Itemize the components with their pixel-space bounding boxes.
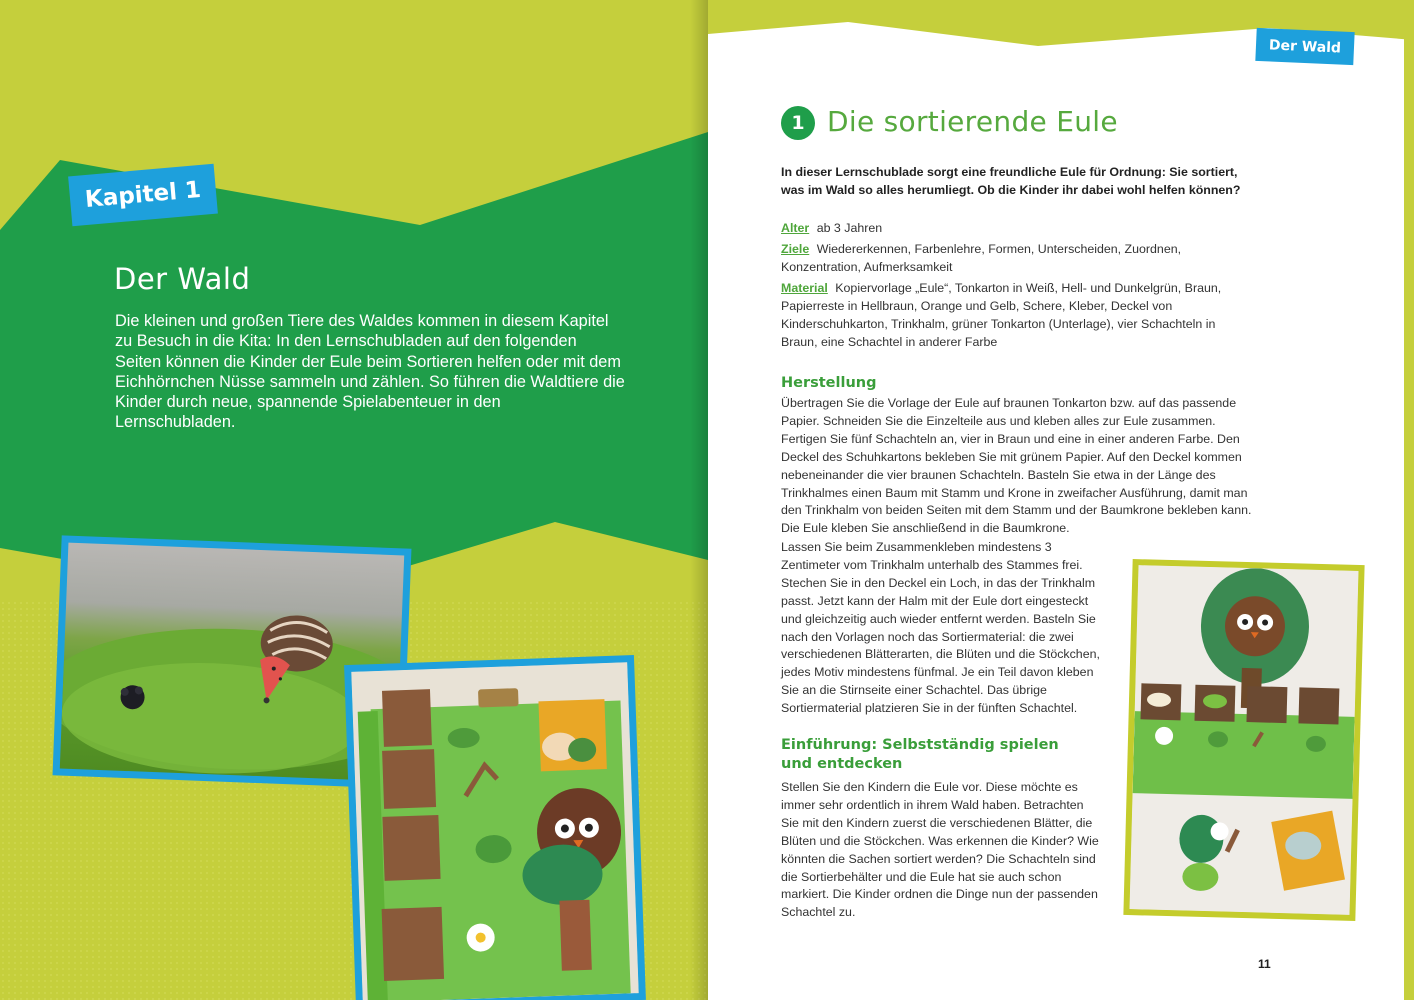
herstellung-text-wide: Übertragen Sie die Vorlage der Eule auf braunen Tonkarton bzw. auf das passende Papier. Schneiden Sie die Einzelteile aus und kleben alles zur Eule zusammen. Fertigen Sie fünf Schachteln an, vier in Braun und eine in einer anderen Farbe. Den Deckel des Schuhkartons bekleben Sie mit grünem Papier. Auf den Deckel kommen nebeneinander die vier braunen Schachteln. Basteln Sie etwa in der Länge des Trinkhalmes einen Baum mit Stamm und Krone in zweifacher Ausführung, damit man den Trinkhalm von beiden Seiten mit dem Stamm und der Baumkrone bekleben kann. Die Eule kleben Sie anschließend in die Baumkrone.	[781, 396, 1252, 536]
right-page	[708, 0, 1414, 1000]
owl-tree-illustration	[1130, 565, 1359, 915]
chapter-intro: Die kleinen und großen Tiere des Waldes kommen in diesem Kapitel zu Besuch in die Kita: In den Lernschubladen auf den folgenden Seiten können die Kinder der Eule beim Sortieren helfen oder mit dem Eichhörnchen Nüsse sammeln und zählen. So führen die Waldtiere die Kinder durch neue, spannende Spielabenteuer in den Lernschubladen.	[115, 312, 625, 432]
spine-shadow	[690, 0, 708, 1000]
herstellung-heading: Herstellung	[781, 375, 877, 391]
page-number: 11	[1258, 957, 1271, 971]
chapter-tag-label: Kapitel 1	[83, 176, 203, 214]
meta-alter	[781, 219, 1231, 237]
einfuehrung-heading: Einführung: Selbstständig spielen und entdecken	[781, 737, 1059, 772]
ziele-value: Wiedererkennen, Farbenlehre, Formen, Unterscheiden, Zuordnen, Konzentration, Aufmerksamkeit	[781, 242, 1182, 274]
sorting-box-illustration	[351, 662, 638, 1000]
ziele-label: Ziele	[781, 242, 810, 256]
right-edge-strip	[1404, 0, 1414, 1000]
meta-material	[781, 279, 1231, 351]
meta-ziele	[781, 240, 1231, 276]
section-tag-label: Der Wald	[1268, 36, 1342, 57]
lesson-title: Die sortierende Eule	[827, 105, 1118, 138]
section-tag	[1255, 28, 1354, 65]
herstellung-text-narrow: Lassen Sie beim Zusammenkleben mindestens 3 Zentimeter vom Trinkhalm unterhalb des Stammes frei. Stechen Sie in den Deckel ein Loch, in das der Trinkhalm passt. Jetzt kann der Halm mit der Eule dort eingesteckt und gleichzeitig auch wieder entfernt werden. Basteln Sie nach den Vorlagen noch das Sortiermaterial: die zwei verschiedenen Blätterarten, die Blüten und die Stöckchen, jedes Motiv mindestens fünfmal. Je ein Teil davon kleben Sie an die Stirnseite einer Schachtel. Das übrige Sortiermaterial platzieren Sie in der fünften Schachtel.	[781, 540, 1100, 716]
einfuehrung-text: Stellen Sie den Kindern die Eule vor. Diese möchte es immer sehr ordentlich in ihrem Wald haben. Betrachten Sie mit den Kindern zuerst die verschiedenen Blätter, die Blüten und die Stöckchen. Was erkennen die Kinder? Wie könnten die Sachen sortiert werden? Die Schachteln sind die Sortierbehälter und die Eule hat sie auch schon markiert. Die Kinder ordnen die Dinge nun der passenden Schachtel zu.	[781, 780, 1099, 920]
alter-label: Alter	[781, 221, 810, 235]
lesson-lead: In dieser Lernschublade sorgt eine freundliche Eule für Ordnung: Sie sortiert, was im Wald so alles herumliegt. Ob die Kinder ihr dabei wohl helfen können?	[781, 165, 1241, 197]
material-value: Kopiervorlage „Eule“, Tonkarton in Weiß, Hell- und Dunkelgrün, Braun, Papierreste in Hellbraun, Orange und Gelb, Schere, Kleber, Deckel von Kinderschuhkarton, Trinkhalm, grüner Tonkarton (Unterlage), vier Schachteln in Braun, eine Schachtel in anderer Farbe	[781, 281, 1222, 349]
lesson-number-badge: 1	[781, 106, 815, 140]
sorting-box-photo	[344, 655, 646, 1000]
alter-value: ab 3 Jahren	[816, 221, 883, 235]
material-label: Material	[781, 281, 828, 295]
owl-tree-photo	[1123, 559, 1364, 921]
chapter-title: Der Wald	[114, 262, 251, 296]
